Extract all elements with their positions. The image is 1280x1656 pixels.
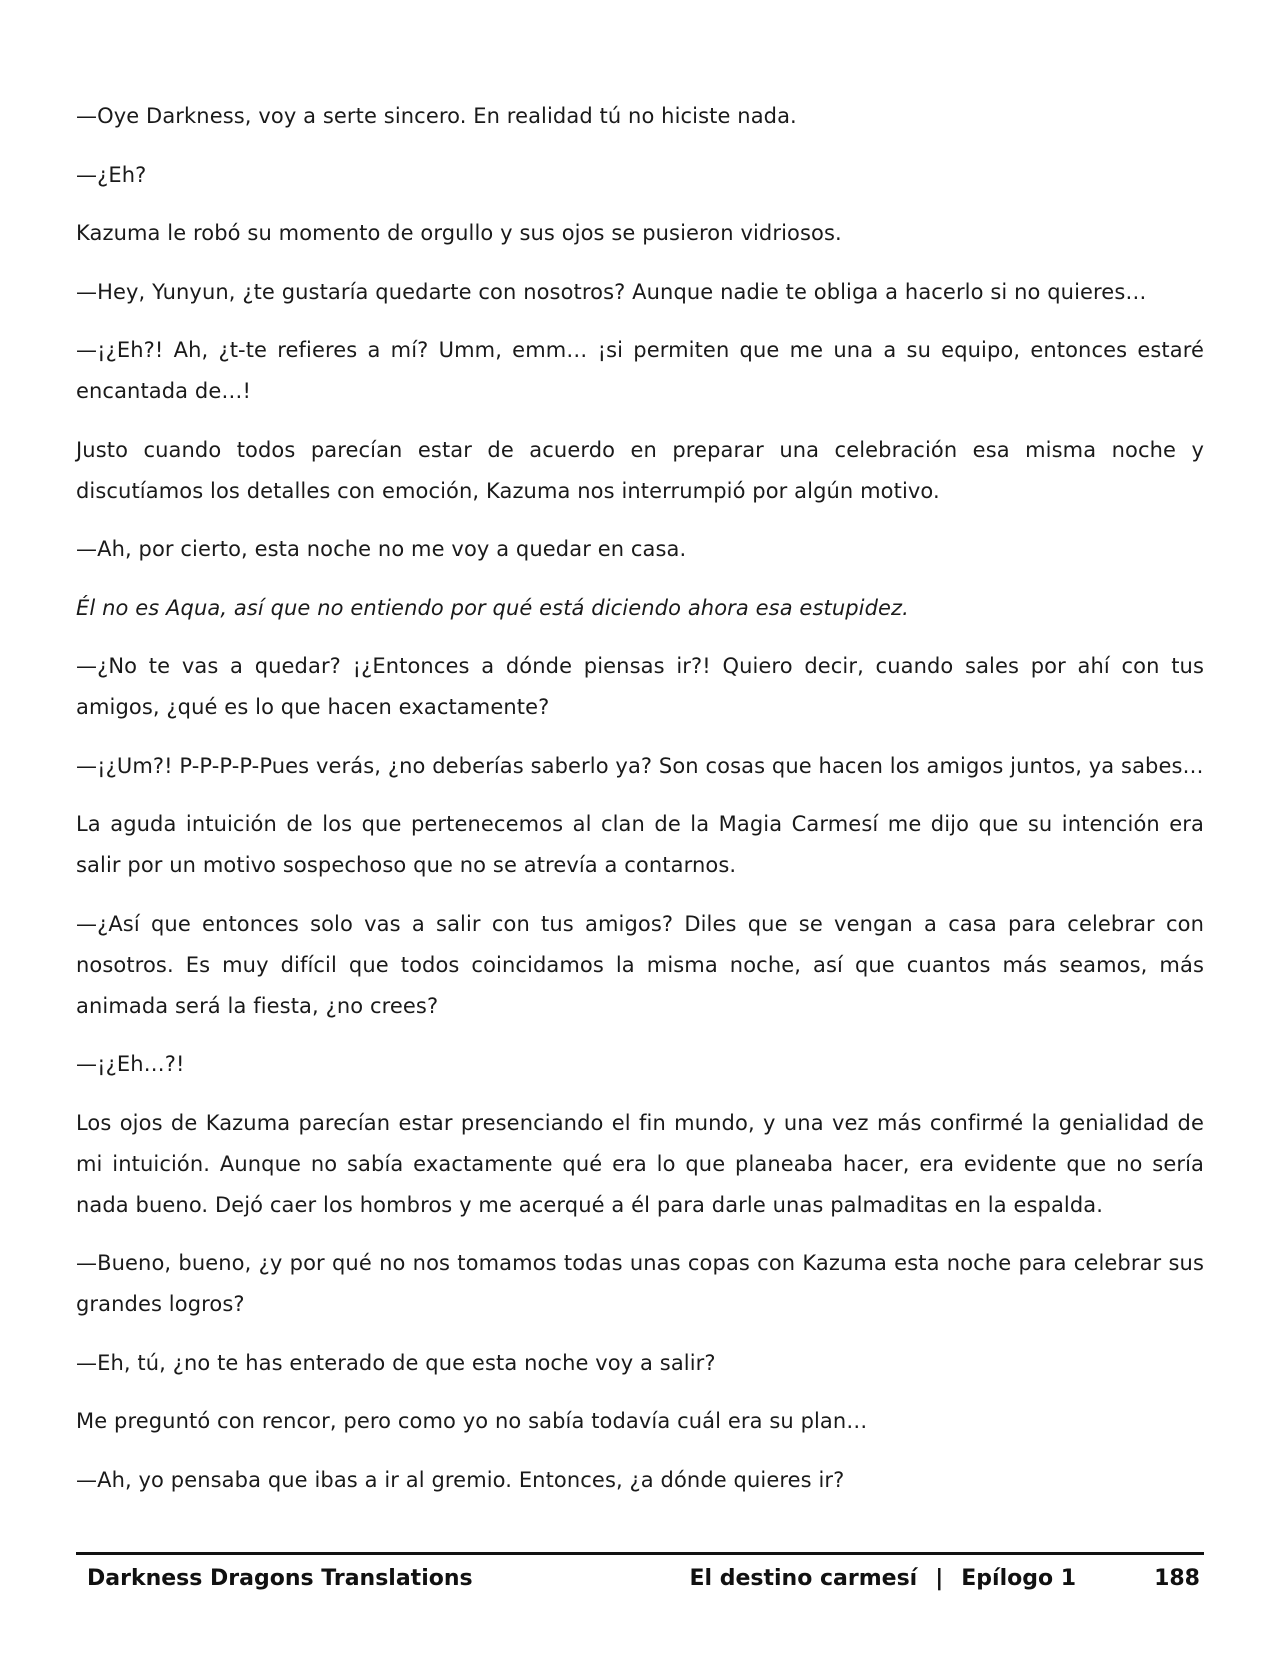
paragraph: Kazuma le robó su momento de orgullo y sus ojos se pusieron vidriosos. [76, 221, 842, 245]
paragraph-italic: Él no es Aqua, así que no entiendo por qué está diciendo ahora esa estupidez. [76, 595, 909, 620]
paragraph: —¿Así que entonces solo vas a salir con tus amigos? Diles que se vengan a casa para celebrar con nosotros. Es muy difícil que todos coincidamos la misma noche, así que cuantos más seamos, más animada será la fiesta, ¿no crees? [76, 911, 1204, 1018]
footer-chapter: Epílogo 1 [961, 1566, 1077, 1591]
paragraph: —¿No te vas a quedar? ¡¿Entonces a dónde piensas ir?! Quiero decir, cuando sales por ahí con tus amigos, ¿qué es lo que hacen exactamente? [76, 654, 1204, 719]
paragraph: —Ah, por cierto, esta noche no me voy a quedar en casa. [76, 537, 687, 561]
paragraph: —¡¿Eh?! Ah, ¿t-te refieres a mí? Umm, emm… ¡si permiten que me una a su equipo, entonces estaré encantada de…! [76, 338, 1204, 403]
paragraph: —Hey, Yunyun, ¿te gustaría quedarte con nosotros? Aunque nadie te obliga a hacerlo si no quieres… [76, 279, 1147, 304]
paragraph: Me preguntó con rencor, pero como yo no sabía todavía cuál era su plan… [76, 1409, 868, 1433]
paragraph: —Eh, tú, ¿no te has enterado de que esta noche voy a salir? [76, 1350, 716, 1375]
paragraph: —¿Eh? [76, 162, 147, 187]
paragraph: La aguda intuición de los que pertenecemos al clan de la Magia Carmesí me dijo que su intención era salir por un motivo sospechoso que no se atrevía a contarnos. [76, 812, 1204, 877]
footer-right-group [690, 1566, 1201, 1591]
page-body [76, 96, 1204, 1518]
paragraph: Los ojos de Kazuma parecían estar presenciando el fin mundo, y una vez más confirmé la genialidad de mi intuición. Aunque no sabía exactamente qué era lo que planeaba hacer, era evidente que no sería nada bueno. Dejó caer los hombros y me acerqué a él para darle unas palmaditas en la espalda. [76, 1110, 1204, 1217]
paragraph: —¡¿Eh…?! [76, 1052, 185, 1076]
paragraph: —Bueno, bueno, ¿y por qué no nos tomamos todas unas copas con Kazuma esta noche para celebrar sus grandes logros? [76, 1251, 1204, 1316]
paragraph: —Oye Darkness, voy a serte sincero. En realidad tú no hiciste nada. [76, 104, 797, 128]
paragraph: Justo cuando todos parecían estar de acuerdo en preparar una celebración esa misma noche y discutíamos los detalles con emoción, Kazuma nos interrumpió por algún motivo. [76, 437, 1204, 503]
page-footer [76, 1562, 1204, 1598]
footer-separator: | [935, 1566, 944, 1591]
paragraph: —¡¿Um?! P-P-P-P-Pues verás, ¿no deberías saberlo ya? Son cosas que hacen los amigos juntos, ya sabes… [76, 753, 1204, 778]
paragraph: —Ah, yo pensaba que ibas a ir al gremio. Entonces, ¿a dónde quieres ir? [76, 1467, 845, 1492]
footer-translator-credit: Darkness Dragons Translations [87, 1566, 473, 1591]
footer-book-title: El destino carmesí [689, 1566, 918, 1591]
footer-divider [76, 1552, 1204, 1555]
footer-page-number: 188 [1154, 1566, 1200, 1591]
